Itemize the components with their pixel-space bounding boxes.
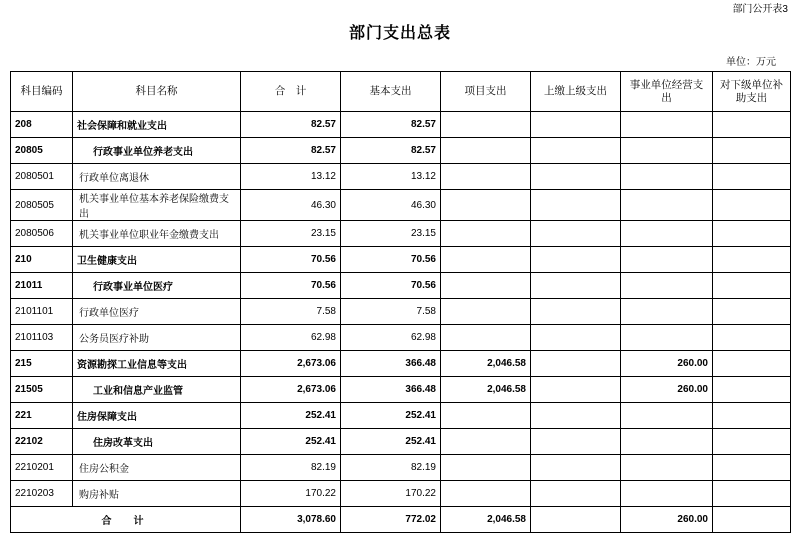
cell-operating	[621, 481, 713, 507]
total-upper	[531, 507, 621, 533]
cell-operating	[621, 325, 713, 351]
cell-project	[441, 403, 531, 429]
cell-upper	[531, 455, 621, 481]
column-header-subsidy: 对下级单位补助支出	[713, 72, 791, 112]
cell-total: 62.98	[241, 325, 341, 351]
cell-subsidy	[713, 325, 791, 351]
cell-name: 工业和信息产业监管	[73, 377, 241, 403]
cell-total: 7.58	[241, 299, 341, 325]
total-operating: 260.00	[621, 507, 713, 533]
cell-total: 2,673.06	[241, 351, 341, 377]
column-header-name: 科目名称	[73, 72, 241, 112]
cell-code: 215	[11, 351, 73, 377]
cell-name: 住房公积金	[73, 455, 241, 481]
cell-upper	[531, 325, 621, 351]
table-row	[11, 190, 791, 221]
cell-operating	[621, 112, 713, 138]
cell-operating	[621, 299, 713, 325]
cell-code: 22102	[11, 429, 73, 455]
cell-upper	[531, 429, 621, 455]
table-body	[11, 112, 791, 507]
cell-code: 2101101	[11, 299, 73, 325]
cell-upper	[531, 112, 621, 138]
cell-subsidy	[713, 164, 791, 190]
cell-upper	[531, 247, 621, 273]
cell-project	[441, 138, 531, 164]
cell-project	[441, 164, 531, 190]
cell-basic: 252.41	[341, 403, 441, 429]
cell-basic: 82.57	[341, 112, 441, 138]
document-code: 部门公开表3	[732, 4, 788, 15]
cell-code: 2080501	[11, 164, 73, 190]
column-header-operating: 事业单位经营支出	[621, 72, 713, 112]
cell-upper	[531, 481, 621, 507]
cell-name: 住房改革支出	[73, 429, 241, 455]
cell-name: 公务员医疗补助	[73, 325, 241, 351]
unit-label: 单位：万元	[726, 57, 776, 68]
table-header	[11, 72, 791, 112]
expenditure-table	[10, 71, 791, 533]
column-header-total: 合 计	[241, 72, 341, 112]
table-row	[11, 273, 791, 299]
cell-name: 住房保障支出	[73, 403, 241, 429]
cell-total: 252.41	[241, 429, 341, 455]
cell-subsidy	[713, 455, 791, 481]
cell-project	[441, 455, 531, 481]
cell-subsidy	[713, 247, 791, 273]
cell-code: 2101103	[11, 325, 73, 351]
cell-subsidy	[713, 190, 791, 221]
column-header-basic: 基本支出	[341, 72, 441, 112]
cell-project	[441, 325, 531, 351]
cell-operating	[621, 138, 713, 164]
cell-upper	[531, 221, 621, 247]
cell-name: 卫生健康支出	[73, 247, 241, 273]
cell-total: 170.22	[241, 481, 341, 507]
table-row	[11, 351, 791, 377]
table-row	[11, 455, 791, 481]
cell-project	[441, 190, 531, 221]
table-row	[11, 481, 791, 507]
cell-upper	[531, 190, 621, 221]
cell-code: 2080506	[11, 221, 73, 247]
cell-name: 资源勘探工业信息等支出	[73, 351, 241, 377]
cell-basic: 46.30	[341, 190, 441, 221]
cell-project	[441, 429, 531, 455]
cell-operating	[621, 164, 713, 190]
cell-basic: 62.98	[341, 325, 441, 351]
table-row	[11, 299, 791, 325]
cell-project	[441, 247, 531, 273]
cell-basic: 366.48	[341, 377, 441, 403]
cell-project	[441, 112, 531, 138]
table-row	[11, 138, 791, 164]
cell-basic: 82.19	[341, 455, 441, 481]
cell-name: 行政事业单位医疗	[73, 273, 241, 299]
cell-name: 购房补贴	[73, 481, 241, 507]
total-label: 合 计	[11, 507, 241, 533]
cell-code: 2080505	[11, 190, 73, 221]
table-row	[11, 247, 791, 273]
cell-subsidy	[713, 351, 791, 377]
cell-upper	[531, 273, 621, 299]
cell-code: 210	[11, 247, 73, 273]
cell-total: 2,673.06	[241, 377, 341, 403]
cell-basic: 70.56	[341, 247, 441, 273]
cell-operating	[621, 221, 713, 247]
cell-basic: 82.57	[341, 138, 441, 164]
cell-total: 82.57	[241, 138, 341, 164]
cell-name: 机关事业单位基本养老保险缴费支出	[73, 190, 241, 221]
cell-operating	[621, 247, 713, 273]
cell-project	[441, 221, 531, 247]
cell-operating: 260.00	[621, 377, 713, 403]
cell-subsidy	[713, 377, 791, 403]
column-header-code: 科目编码	[11, 72, 73, 112]
cell-name: 社会保障和就业支出	[73, 112, 241, 138]
cell-total: 70.56	[241, 273, 341, 299]
total-basic: 772.02	[341, 507, 441, 533]
table-row	[11, 403, 791, 429]
cell-subsidy	[713, 299, 791, 325]
cell-basic: 23.15	[341, 221, 441, 247]
cell-basic: 252.41	[341, 429, 441, 455]
table-row	[11, 221, 791, 247]
cell-operating: 260.00	[621, 351, 713, 377]
cell-subsidy	[713, 138, 791, 164]
cell-operating	[621, 273, 713, 299]
cell-subsidy	[713, 429, 791, 455]
total-project: 2,046.58	[441, 507, 531, 533]
cell-total: 82.19	[241, 455, 341, 481]
cell-total: 46.30	[241, 190, 341, 221]
cell-subsidy	[713, 221, 791, 247]
table-row	[11, 112, 791, 138]
cell-operating	[621, 190, 713, 221]
cell-name: 行政单位离退休	[73, 164, 241, 190]
table-total-row	[11, 507, 791, 533]
cell-total: 13.12	[241, 164, 341, 190]
total-subsidy	[713, 507, 791, 533]
cell-code: 208	[11, 112, 73, 138]
cell-operating	[621, 403, 713, 429]
page-title: 部门支出总表	[348, 25, 451, 42]
cell-code: 21011	[11, 273, 73, 299]
cell-basic: 70.56	[341, 273, 441, 299]
cell-upper	[531, 351, 621, 377]
cell-basic: 366.48	[341, 351, 441, 377]
cell-code: 20805	[11, 138, 73, 164]
cell-subsidy	[713, 273, 791, 299]
cell-project: 2,046.58	[441, 351, 531, 377]
table-row	[11, 325, 791, 351]
cell-basic: 7.58	[341, 299, 441, 325]
cell-subsidy	[713, 481, 791, 507]
cell-upper	[531, 403, 621, 429]
cell-project: 2,046.58	[441, 377, 531, 403]
cell-upper	[531, 164, 621, 190]
table-footer	[11, 507, 791, 533]
cell-upper	[531, 138, 621, 164]
column-header-upper: 上缴上级支出	[531, 72, 621, 112]
cell-upper	[531, 377, 621, 403]
cell-total: 82.57	[241, 112, 341, 138]
column-header-project: 项目支出	[441, 72, 531, 112]
cell-code: 2210201	[11, 455, 73, 481]
cell-name: 机关事业单位职业年金缴费支出	[73, 221, 241, 247]
table-row	[11, 429, 791, 455]
cell-project	[441, 299, 531, 325]
cell-upper	[531, 299, 621, 325]
total-total: 3,078.60	[241, 507, 341, 533]
table-row	[11, 164, 791, 190]
cell-operating	[621, 429, 713, 455]
cell-name: 行政事业单位养老支出	[73, 138, 241, 164]
cell-total: 70.56	[241, 247, 341, 273]
cell-code: 221	[11, 403, 73, 429]
cell-total: 23.15	[241, 221, 341, 247]
cell-code: 2210203	[11, 481, 73, 507]
cell-code: 21505	[11, 377, 73, 403]
table-row	[11, 377, 791, 403]
cell-name: 行政单位医疗	[73, 299, 241, 325]
cell-total: 252.41	[241, 403, 341, 429]
cell-basic: 170.22	[341, 481, 441, 507]
table-header-row	[11, 72, 791, 112]
cell-project	[441, 481, 531, 507]
cell-operating	[621, 455, 713, 481]
cell-subsidy	[713, 112, 791, 138]
cell-subsidy	[713, 403, 791, 429]
cell-basic: 13.12	[341, 164, 441, 190]
cell-project	[441, 273, 531, 299]
